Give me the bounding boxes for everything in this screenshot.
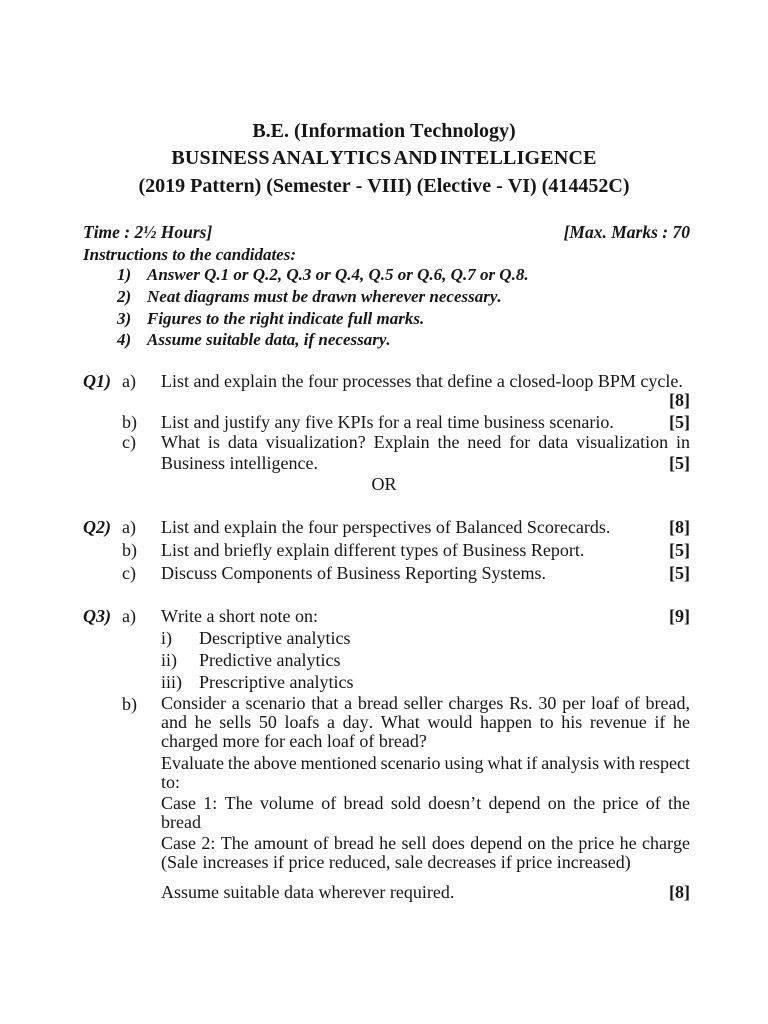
instruction-number: 1) bbox=[117, 265, 132, 284]
question-text: List and briefly explain different types of Business Report. bbox=[161, 540, 585, 560]
subitem-text: Descriptive analytics bbox=[199, 628, 351, 648]
marks-badge: [8] bbox=[669, 517, 690, 537]
marks-badge: [5] bbox=[669, 540, 690, 560]
instruction-number: 2) bbox=[117, 287, 132, 306]
marks-badge: [9] bbox=[669, 606, 690, 626]
subitem-text: Prescriptive analytics bbox=[199, 672, 354, 692]
marks-badge: [5] bbox=[669, 412, 690, 432]
question-text: Discuss Components of Business Reporting Systems. bbox=[161, 563, 547, 583]
question-text: What is data visualization? Explain the need for data visualization in Business intelligence. bbox=[161, 432, 690, 473]
question-text: List and justify any five KPIs for a real time business scenario. bbox=[161, 412, 614, 432]
marks-badge: [5] bbox=[669, 563, 690, 583]
question-number-q3: Q3) bbox=[83, 606, 111, 626]
subitem-number: iii) bbox=[161, 672, 182, 692]
question-text: List and explain the four processes that define a closed-loop BPM cycle. bbox=[161, 371, 683, 391]
instruction-text: Answer Q.1 or Q.2, Q.3 or Q.4, Q.5 or Q.6, Q.7 or Q.8. bbox=[147, 265, 529, 284]
case-2-paragraph: Case 2: The amount of bread he sell does depend on the price he charge (Sale increases if price reduced, sale decreases if price increased) bbox=[161, 833, 690, 872]
marks-badge: [5] bbox=[669, 453, 690, 473]
part-label: a) bbox=[122, 517, 136, 537]
pattern-line: (2019 Pattern) (Semester - VIII) (Elective - VI) (414452C) bbox=[138, 175, 630, 197]
subitem-number: i) bbox=[161, 628, 172, 648]
course-title: B.E. (Information Technology) bbox=[252, 120, 516, 142]
subitem-text: Predictive analytics bbox=[199, 650, 341, 670]
question-number-q2: Q2) bbox=[83, 517, 111, 537]
question-paragraph: Consider a scenario that a bread seller charges Rs. 30 per loaf of bread, and he sells 50 loafs a day. What would happen to his revenue if he charged more for each loaf of bread? bbox=[161, 693, 690, 751]
or-separator: OR bbox=[371, 474, 397, 494]
part-label: a) bbox=[122, 371, 136, 391]
instruction-text: Assume suitable data, if necessary. bbox=[147, 330, 391, 349]
instruction-text: Figures to the right indicate full marks. bbox=[147, 309, 425, 328]
question-text: Write a short note on: bbox=[161, 606, 318, 626]
question-text: List and explain the four perspectives of Balanced Scorecards. bbox=[161, 517, 611, 537]
marks-badge: [8] bbox=[669, 390, 690, 410]
part-label: c) bbox=[122, 563, 136, 583]
subject-title: BUSINESS ANALYTICS AND INTELLIGENCE bbox=[171, 147, 597, 169]
instruction-number: 4) bbox=[117, 330, 132, 349]
instructions-heading: Instructions to the candidates: bbox=[83, 245, 297, 264]
part-label: c) bbox=[122, 432, 136, 452]
instruction-text: Neat diagrams must be drawn wherever necessary. bbox=[147, 287, 502, 306]
question-paragraph: Evaluate the above mentioned scenario using what if analysis with respect to: bbox=[161, 753, 690, 792]
part-label: b) bbox=[122, 412, 137, 432]
instruction-number: 3) bbox=[117, 309, 132, 328]
part-label: b) bbox=[122, 694, 137, 714]
question-paragraph: Assume suitable data wherever required. bbox=[161, 882, 455, 902]
subitem-number: ii) bbox=[161, 650, 177, 670]
part-label: a) bbox=[122, 606, 136, 626]
case-1-paragraph: Case 1: The volume of bread sold doesn’t depend on the price of the bread bbox=[161, 793, 690, 832]
part-label: b) bbox=[122, 540, 137, 560]
marks-badge: [8] bbox=[669, 882, 690, 902]
exam-duration: Time : 2½ Hours] bbox=[83, 222, 213, 242]
question-number-q1: Q1) bbox=[83, 371, 111, 391]
max-marks: [Max. Marks : 70 bbox=[563, 222, 690, 242]
